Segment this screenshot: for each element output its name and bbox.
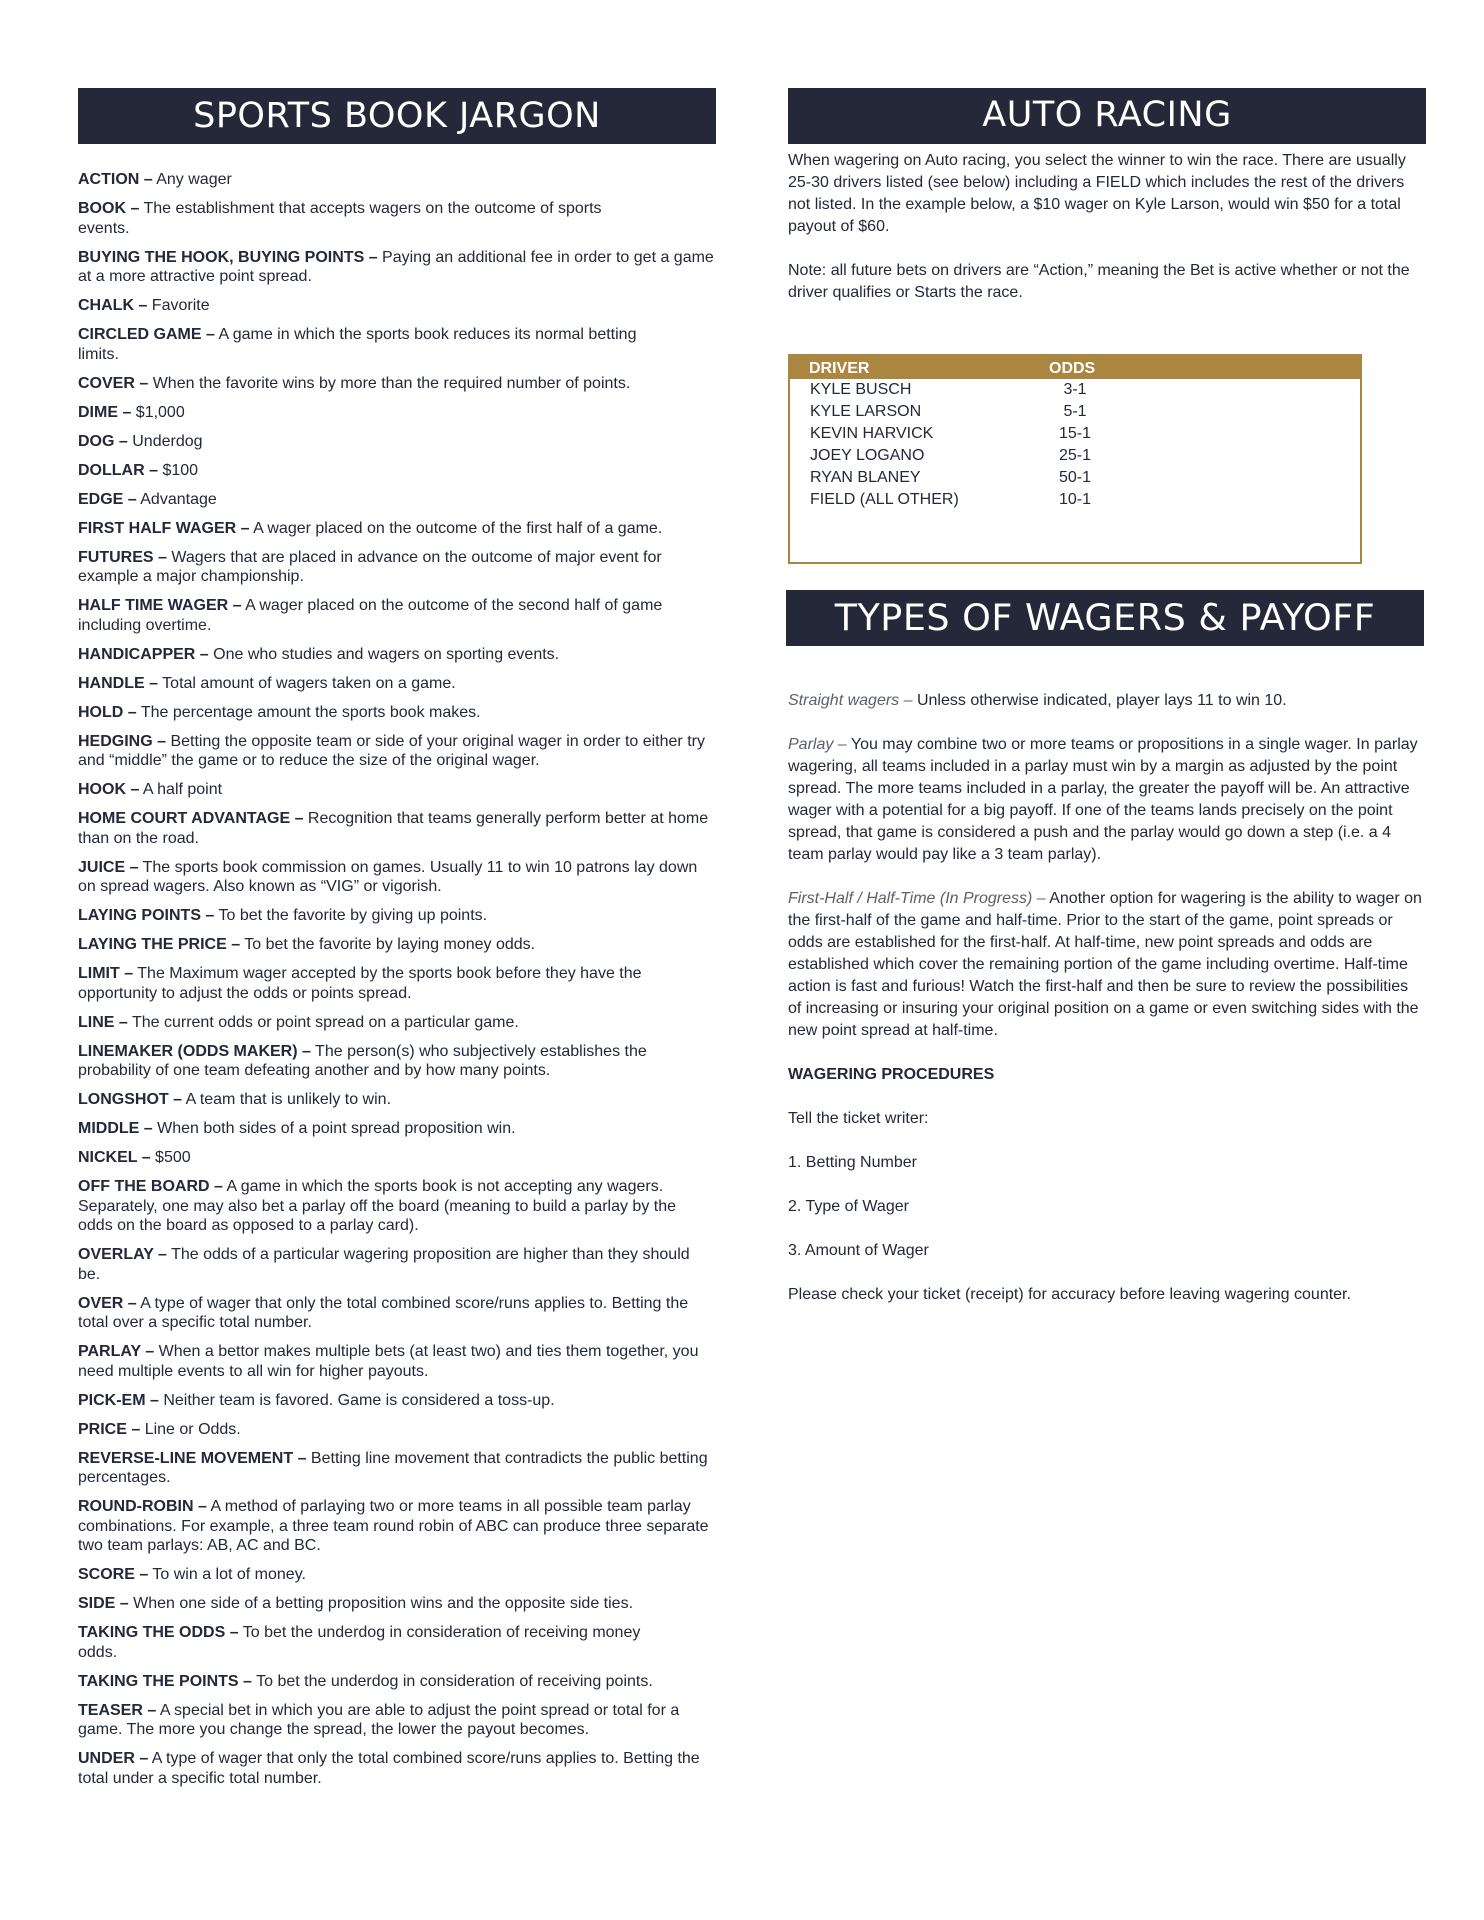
jargon-term — [78, 1119, 714, 1139]
driver-name: KEVIN HARVICK — [810, 425, 934, 442]
jargon-term — [78, 325, 638, 364]
procedure-step: 3. Amount of Wager — [788, 1242, 929, 1259]
term-definition: The person(s) who subjectively establishes the probability of one team defeating another and by how many points. — [78, 1042, 647, 1079]
term-definition: To bet the underdog in consideration of receiving points. — [251, 1672, 653, 1690]
table-row — [790, 379, 1360, 401]
term-label: JUICE – — [78, 858, 139, 876]
term-definition: Underdog — [127, 432, 203, 450]
header-driver: DRIVER — [809, 360, 870, 377]
first-half-text: Another option for wagering is the ability to wager on the first-half of the game and half-time. Prior to the start of the game, point spreads or odds are established for the first-half. At half-time, new point spreads and odds are established which cover the remaining portion of the game including overtime. Half-time action is fast and furious! Watch the first-half and then be sure to review the possibilities of increasing or insuring your original position on a game or even switching sides with the new point spread at half-time. — [788, 890, 1422, 1039]
term-label: SIDE – — [78, 1595, 129, 1612]
term-definition: When the favorite wins by more than the required number of points. — [148, 374, 631, 392]
term-definition: A method of parlaying two or more teams in all possible team parlay combinations. For example, a three team round robin of ABC can produce three separate two team parlays: AB, AC and BC. — [78, 1498, 709, 1554]
term-label: HANDICAPPER – — [78, 645, 209, 663]
jargon-term — [78, 1090, 714, 1110]
jargon-term — [78, 170, 714, 190]
right-column — [788, 88, 1424, 1306]
jargon-term — [78, 703, 714, 723]
jargon-term — [78, 490, 714, 510]
jargon-term — [78, 374, 714, 394]
term-label: TAKING THE POINTS – — [78, 1672, 252, 1690]
driver-odds: 50-1 — [1058, 469, 1092, 486]
driver-name: JOEY LOGANO — [810, 447, 925, 464]
term-definition: When both sides of a point spread proposition win. — [152, 1120, 516, 1137]
term-label: LINE – — [78, 1013, 128, 1031]
jargon-term — [78, 548, 714, 587]
jargon-term — [78, 1420, 714, 1440]
term-label: COVER – — [78, 374, 149, 392]
driver-name: RYAN BLANEY — [810, 469, 921, 486]
term-label: LAYING POINTS – — [78, 907, 215, 924]
term-label: DIME – — [78, 403, 132, 421]
auto-racing-note: Note: all future bets on drivers are “Action,” meaning the Bet is active whether or not the driver qualifies or Starts the race. — [788, 262, 1410, 301]
term-label: PICK-EM – — [78, 1391, 159, 1409]
jargon-term — [78, 1672, 714, 1692]
table-row — [790, 423, 1360, 445]
closing-note: Please check your ticket (receipt) for accuracy before leaving wagering counter. — [788, 1286, 1351, 1303]
term-definition: Betting line movement that contradicts the public betting percentages. — [78, 1449, 708, 1486]
jargon-term — [78, 858, 714, 897]
table-row — [790, 401, 1360, 423]
term-definition: A game in which the sports book reduces its normal betting limits. — [78, 326, 637, 363]
jargon-term — [78, 296, 714, 316]
term-label: FIRST HALF WAGER – — [78, 519, 250, 537]
term-definition: To win a lot of money. — [148, 1566, 306, 1583]
term-label: PARLAY – — [78, 1343, 155, 1360]
procedure-step: 1. Betting Number — [788, 1154, 917, 1171]
term-definition: When a bettor makes multiple bets (at least two) and ties them together, you need multiple events to all win for higher payouts. — [78, 1343, 699, 1380]
jargon-term — [78, 674, 714, 694]
term-label: UNDER – — [78, 1750, 149, 1767]
parlay-paragraph — [788, 734, 1424, 866]
jargon-term — [78, 248, 714, 287]
jargon-column — [78, 88, 714, 1798]
driver-name: FIELD (ALL OTHER) — [810, 491, 959, 508]
jargon-term — [78, 1391, 714, 1411]
term-definition: The establishment that accepts wagers on the outcome of sports events. — [78, 200, 602, 237]
term-label: EDGE – — [78, 490, 137, 508]
term-label: BUYING THE HOOK, BUYING POINTS – — [78, 248, 378, 266]
term-label: OVER – — [78, 1294, 137, 1312]
term-label: FUTURES – — [78, 548, 167, 566]
term-label: DOG – — [78, 432, 128, 450]
straight-wagers-paragraph — [788, 690, 1424, 712]
term-definition: A special bet in which you are able to adjust the point spread or total for a game. The more you change the spread, the lower the payout becomes. — [78, 1701, 680, 1738]
term-label: HOLD – — [78, 703, 137, 721]
jargon-term — [78, 461, 714, 481]
jargon-term — [78, 1013, 714, 1033]
term-label: LIMIT – — [78, 965, 134, 982]
jargon-term — [78, 1623, 648, 1662]
jargon-term — [78, 1497, 714, 1556]
term-definition: A type of wager that only the total combined score/runs applies to. Betting the total under a specific total number. — [78, 1750, 700, 1787]
term-label: LAYING THE PRICE – — [78, 936, 241, 953]
driver-odds: 25-1 — [1058, 447, 1092, 464]
term-definition: Line or Odds. — [140, 1420, 241, 1438]
jargon-term-list — [78, 170, 714, 1788]
auto-racing-title: AUTO RACING — [788, 88, 1426, 144]
driver-odds: 15-1 — [1058, 425, 1092, 442]
jargon-term — [78, 906, 714, 926]
term-definition: A team that is unlikely to win. — [182, 1091, 392, 1108]
term-label: PRICE – — [78, 1420, 141, 1438]
driver-odds: 3-1 — [1063, 381, 1087, 398]
driver-name: KYLE LARSON — [810, 403, 922, 420]
term-definition: A game in which the sports book is not accepting any wagers. Separately, one may also bet a parlay off the board (meaning to build a parlay by the odds on the board as opposed to a parlay card). — [78, 1178, 676, 1234]
term-definition: A type of wager that only the total combined score/runs applies to. Betting the total over a specific total number. — [78, 1294, 689, 1331]
jargon-term — [78, 403, 714, 423]
procedures-title: WAGERING PROCEDURES — [788, 1066, 995, 1083]
table-row — [790, 489, 1360, 511]
term-label: DOLLAR – — [78, 461, 158, 479]
term-label: CIRCLED GAME – — [78, 326, 215, 343]
term-definition: To bet the favorite by giving up points. — [214, 907, 488, 924]
term-label: ROUND-ROBIN – — [78, 1498, 207, 1515]
driver-odds-table — [788, 354, 1362, 564]
term-label: BOOK – — [78, 200, 140, 217]
jargon-term — [78, 199, 618, 238]
term-label: CHALK – — [78, 297, 148, 314]
term-definition: $100 — [158, 461, 199, 479]
term-definition: $500 — [150, 1149, 191, 1166]
jargon-term — [78, 780, 714, 800]
jargon-term — [78, 1148, 714, 1168]
jargon-term — [78, 1042, 714, 1081]
term-definition: Wagers that are placed in advance on the outcome of major event for example a major championship. — [78, 548, 662, 585]
term-definition: The current odds or point spread on a particular game. — [127, 1013, 519, 1031]
procedures-intro: Tell the ticket writer: — [788, 1110, 929, 1127]
term-definition: To bet the underdog in consideration of receiving money odds. — [78, 1624, 641, 1661]
term-label: LINEMAKER (ODDS MAKER) – — [78, 1042, 311, 1060]
term-definition: Recognition that teams generally perform better at home than on the road. — [78, 810, 709, 847]
driver-odds: 10-1 — [1058, 491, 1092, 508]
term-label: HANDLE – — [78, 674, 159, 692]
term-definition: Favorite — [147, 297, 210, 314]
jargon-term — [78, 432, 714, 452]
term-label: TEASER – — [78, 1701, 157, 1719]
jargon-term — [78, 519, 714, 539]
term-label: LONGSHOT – — [78, 1091, 183, 1108]
term-definition: The sports book commission on games. Usually 11 to win 10 patrons lay down on spread wagers. Also known as “VIG” or vigorish. — [78, 858, 698, 895]
term-definition: Total amount of wagers taken on a game. — [158, 674, 456, 692]
term-definition: Betting the opposite team or side of your original wager in order to either try and “middle” the game or to reduce the size of the original wager. — [78, 732, 705, 769]
term-definition: Neither team is favored. Game is considered a toss-up. — [158, 1391, 555, 1409]
term-label: REVERSE-LINE MOVEMENT – — [78, 1449, 307, 1467]
term-definition: $1,000 — [131, 403, 185, 421]
term-label: HOOK – — [78, 781, 140, 798]
jargon-term — [78, 596, 678, 635]
jargon-term — [78, 964, 714, 1003]
term-definition: The percentage amount the sports book makes. — [136, 703, 481, 721]
auto-racing-intro: When wagering on Auto racing, you select the winner to win the race. There are usually 25-30 drivers listed (see below) including a FIELD which includes the rest of the drivers not listed. In the example below, a $10 wager on Kyle Larson, would win $50 for a total payout of $60. — [788, 152, 1406, 235]
jargon-term — [78, 1594, 714, 1614]
term-definition: Paying an additional fee in order to get a game at a more attractive point spread. — [78, 248, 714, 285]
straight-wagers-text: Unless otherwise indicated, player lays 11 to win 10. — [912, 692, 1287, 709]
jargon-term — [78, 732, 714, 771]
jargon-term — [78, 645, 714, 665]
term-label: TAKING THE ODDS – — [78, 1624, 239, 1641]
jargon-term — [78, 1245, 714, 1284]
jargon-term — [78, 1342, 714, 1381]
parlay-label: Parlay – — [788, 736, 847, 753]
term-label: HEDGING – — [78, 732, 167, 750]
term-label: SCORE – — [78, 1566, 149, 1583]
term-definition: A half point — [139, 781, 223, 798]
jargon-term — [78, 1701, 714, 1740]
jargon-term — [78, 1565, 714, 1585]
first-half-label: First-Half / Half-Time (In Progress) – — [788, 890, 1046, 907]
term-label: OFF THE BOARD – — [78, 1178, 223, 1195]
driver-odds: 5-1 — [1063, 403, 1087, 420]
wagers-body — [788, 690, 1424, 1306]
term-definition: To bet the favorite by laying money odds. — [240, 936, 536, 953]
term-label: MIDDLE – — [78, 1120, 153, 1137]
procedure-step: 2. Type of Wager — [788, 1198, 909, 1215]
term-definition: Advantage — [136, 490, 217, 508]
term-label: HOME COURT ADVANTAGE – — [78, 810, 304, 827]
term-definition: One who studies and wagers on sporting events. — [208, 645, 560, 663]
parlay-text: You may combine two or more teams or propositions in a single wager. In parlay wagering, all teams included in a parlay must win by a margin as adjusted by the point spread. The more teams included in a parlay, the greater the payoff will be. An attractive wager with a potential for a big payoff. If one of the teams lands precisely on the point spread, that game is considered a push and the parlay would go down a step (i.e. a 4 team parlay would pay like a 3 team parlay). — [788, 736, 1418, 863]
table-row — [790, 445, 1360, 467]
driver-name: KYLE BUSCH — [810, 381, 912, 398]
table-row — [790, 467, 1360, 489]
wagers-section — [788, 590, 1424, 1306]
term-definition: The Maximum wager accepted by the sports book before they have the opportunity to adjust the odds or points spread. — [78, 965, 642, 1002]
jargon-term — [78, 809, 714, 848]
term-definition: The odds of a particular wagering proposition are higher than they should be. — [78, 1246, 690, 1283]
driver-odds-header — [789, 355, 1361, 379]
term-definition: When one side of a betting proposition wins and the opposite side ties. — [128, 1595, 634, 1612]
term-definition: A wager placed on the outcome of the first half of a game. — [249, 519, 663, 537]
header-odds: ODDS — [1049, 360, 1096, 377]
jargon-title: SPORTS BOOK JARGON — [78, 88, 716, 144]
straight-wagers-label: Straight wagers – — [788, 692, 913, 709]
term-definition: A wager placed on the outcome of the second half of game including overtime. — [78, 597, 663, 634]
jargon-term — [78, 935, 714, 955]
term-label: HALF TIME WAGER – — [78, 597, 242, 614]
term-label: NICKEL – — [78, 1149, 151, 1166]
jargon-term — [78, 1177, 714, 1236]
term-definition: Any wager — [152, 171, 232, 188]
first-half-paragraph — [788, 888, 1424, 1042]
jargon-term — [78, 1749, 714, 1788]
jargon-term — [78, 1294, 714, 1333]
term-label: OVERLAY – — [78, 1246, 167, 1263]
term-label: ACTION – — [78, 171, 153, 188]
wagers-title: TYPES OF WAGERS & PAYOFF ODDS — [786, 590, 1424, 646]
jargon-term — [78, 1449, 714, 1488]
